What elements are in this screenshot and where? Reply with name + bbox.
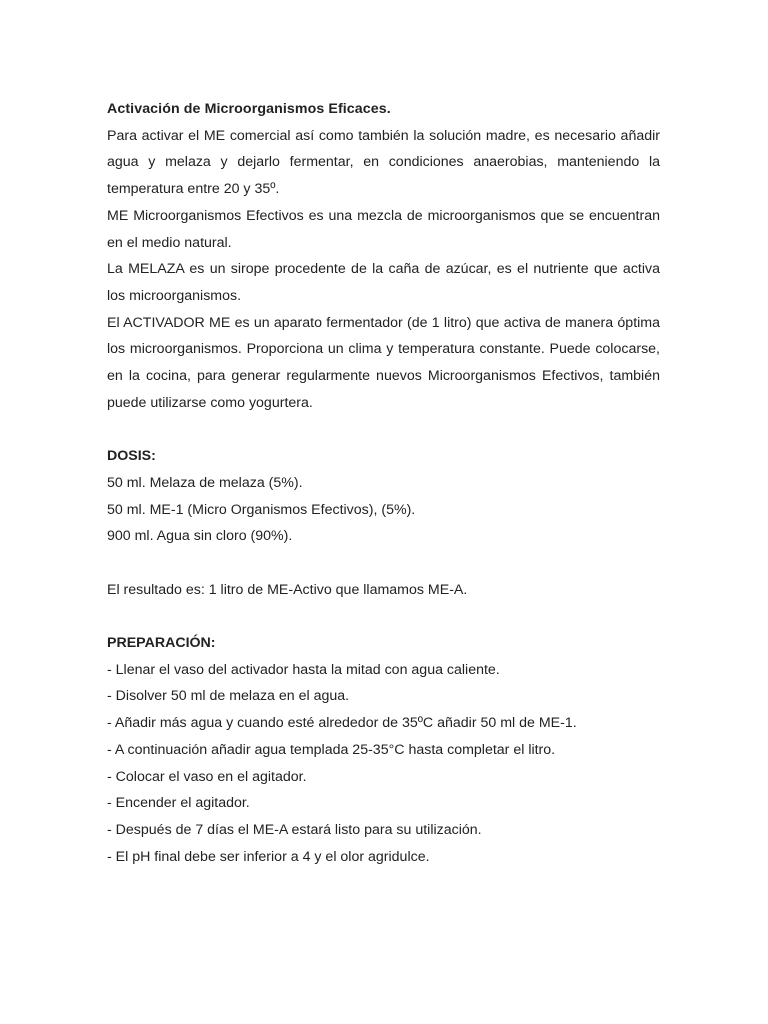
preparacion-step: - El pH final debe ser inferior a 4 y el olor agridulce.: [107, 848, 430, 865]
dosis-item: 900 ml. Agua sin cloro (90%).: [107, 528, 293, 545]
preparacion-step: - Colocar el vaso en el agitador.: [107, 768, 307, 785]
intro-paragraph-4: El ACTIVADOR ME es un aparato fermentador (de 1 litro) que activa de manera óptima los microorganismos. Proporciona un clima y temperatura constante. Puede colocarse, en la cocina, para generar regularmente nuevos Microorganismos Efectivos, también puede utilizarse como yogurtera.: [107, 314, 660, 411]
preparacion-step: - A continuación añadir agua templada 25-35°C hasta completar el litro.: [107, 741, 556, 758]
preparacion-heading: PREPARACIÓN:: [107, 635, 216, 652]
spacer: [107, 416, 660, 443]
dosis-item: 50 ml. ME-1 (Micro Organismos Efectivos), (5%).: [107, 501, 416, 518]
intro-paragraph-3: La MELAZA es un sirope procedente de la caña de azúcar, es el nutriente que activa los microorganismos.: [107, 261, 660, 304]
preparacion-step: - Disolver 50 ml de melaza en el agua.: [107, 688, 350, 705]
dosis-heading: DOSIS:: [107, 448, 156, 465]
intro-paragraph-1: Para activar el ME comercial así como también la solución madre, es necesario añadir agua y melaza y dejarlo fermentar, en condiciones anaerobias, manteniendo la temperatura entre 20 y 35º.: [107, 127, 660, 198]
preparacion-step: - Añadir más agua y cuando esté alrededor de 35ºC añadir 50 ml de ME-1.: [107, 715, 577, 732]
preparacion-step: - Llenar el vaso del activador hasta la mitad con agua caliente.: [107, 661, 500, 678]
document-title: Activación de Microorganismos Eficaces.: [107, 101, 391, 117]
spacer: [107, 550, 660, 577]
result-text: El resultado es: 1 litro de ME-Activo que llamamos ME-A.: [107, 581, 468, 598]
preparacion-step: - Encender el agitador.: [107, 795, 250, 812]
dosis-item: 50 ml. Melaza de melaza (5%).: [107, 474, 303, 491]
preparacion-step: - Después de 7 días el ME-A estará listo para su utilización.: [107, 821, 482, 838]
intro-paragraph-2: ME Microorganismos Efectivos es una mezcla de microorganismos que se encuentran en el medio natural.: [107, 207, 660, 251]
document-page: [107, 96, 660, 870]
spacer: [107, 603, 660, 630]
